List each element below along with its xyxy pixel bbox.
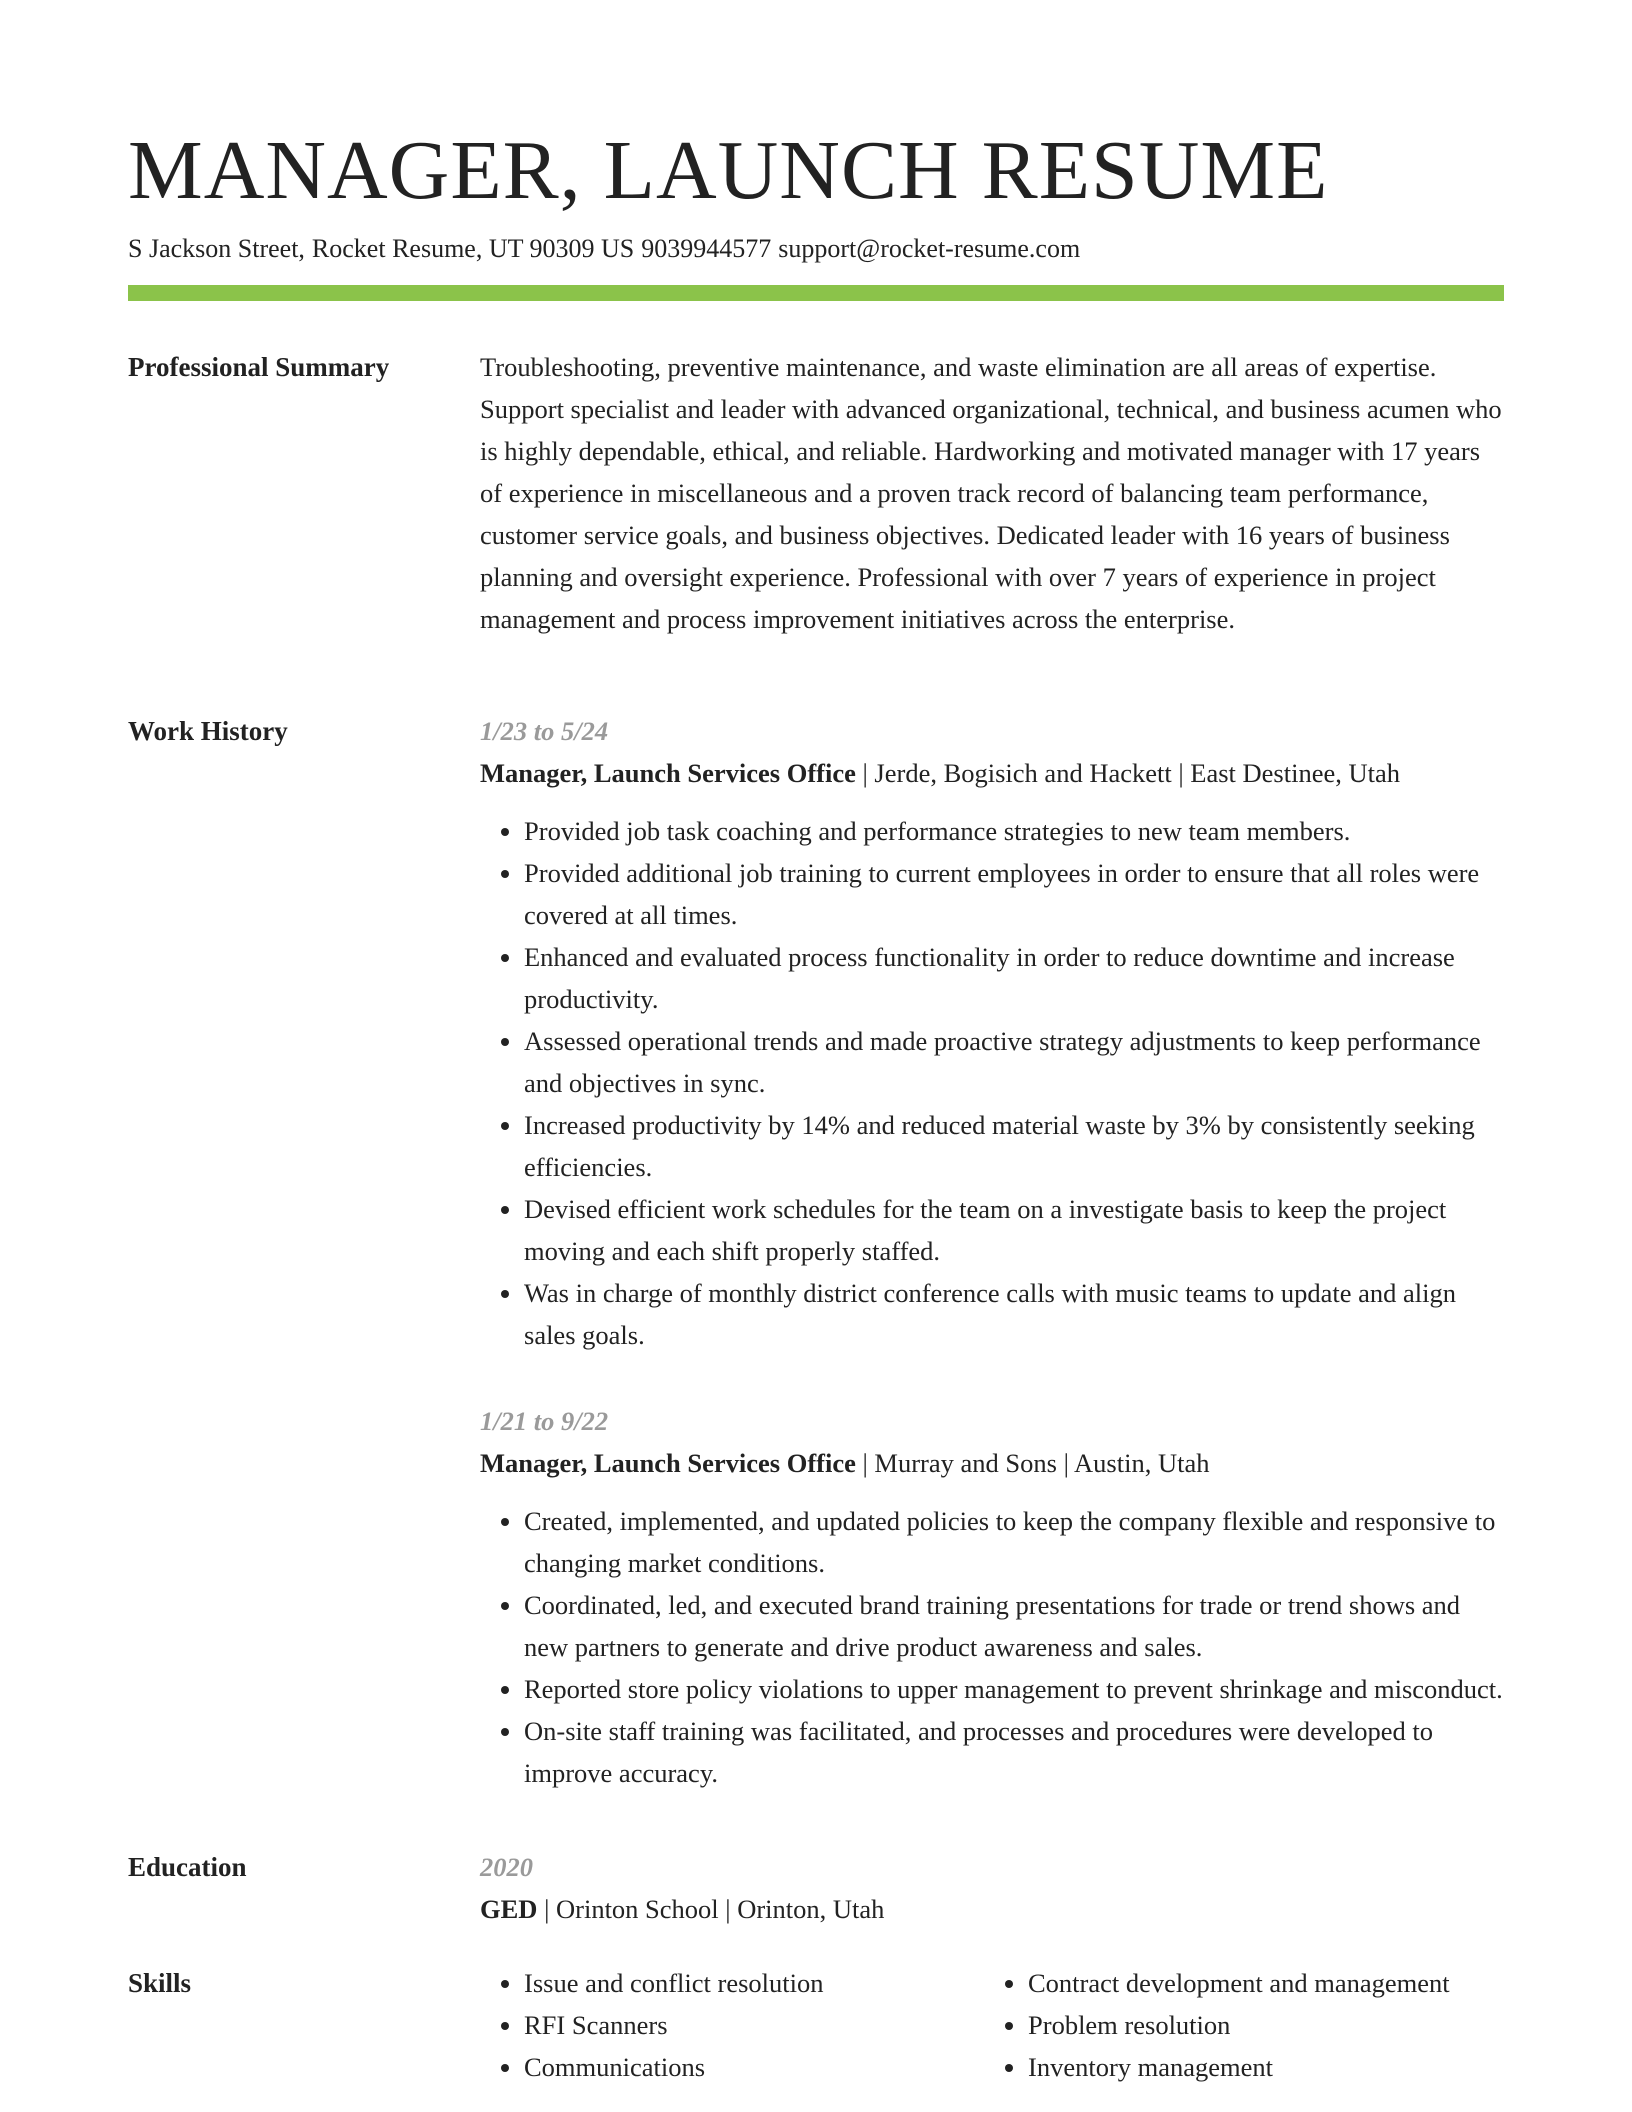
job-bullet: • Increased productivity by 14% and reduced material waste by 3% by consistently seeking efficiencies. xyxy=(524,1104,1504,1188)
work-history-heading: Work History xyxy=(128,716,288,746)
job-company-location: | Jerde, Bogisich and Hackett | East Destinee, Utah xyxy=(855,758,1400,788)
skills-column-right xyxy=(984,1962,1488,2088)
education-body xyxy=(480,1846,1504,1930)
job-bullet: • Reported store policy violations to upper management to prevent shrinkage and misconduct. xyxy=(524,1668,1504,1710)
education-degree: GED xyxy=(480,1894,538,1924)
summary-heading: Professional Summary xyxy=(128,352,390,382)
skills-heading: Skills xyxy=(128,1968,192,1998)
resume-title: MANAGER, LAUNCH RESUME xyxy=(128,124,1329,217)
job-bullet: • Provided job task coaching and performance strategies to new team members. xyxy=(524,810,1504,852)
job-bullets xyxy=(480,1500,1504,1794)
skill-item: • Issue and conflict resolution xyxy=(524,1962,984,2004)
job-title: Manager, Launch Services Office xyxy=(480,1448,856,1478)
job-title: Manager, Launch Services Office xyxy=(480,758,856,788)
job-bullet: • Created, implemented, and updated policies to keep the company flexible and responsive to changing market conditions. xyxy=(524,1500,1504,1584)
skill-item: • Problem resolution xyxy=(1028,2004,1488,2046)
contact-phone: 9039944577 xyxy=(641,234,772,263)
skills-column-left xyxy=(480,1962,984,2088)
job-dates: 1/23 to 5/24 xyxy=(480,716,609,746)
contact-line xyxy=(128,230,1087,268)
job-bullet: • Coordinated, led, and executed brand training presentations for trade or trend shows and new partners to generate and drive product awareness and sales. xyxy=(524,1584,1504,1668)
contact-street: S Jackson Street, xyxy=(128,234,305,263)
skill-item: • Communications xyxy=(524,2046,984,2088)
contact-email[interactable]: support@rocket-resume.com xyxy=(778,234,1081,263)
work-history-body xyxy=(480,710,1504,1838)
skill-item: • RFI Scanners xyxy=(524,2004,984,2046)
skill-item: • Contract development and management xyxy=(1028,1962,1488,2004)
education-line xyxy=(480,1888,1504,1930)
job-entry xyxy=(480,1400,1504,1794)
job-bullet: • Was in charge of monthly district conference calls with music teams to update and align sales goals. xyxy=(524,1272,1504,1356)
education-school-location: | Orinton School | Orinton, Utah xyxy=(537,1894,885,1924)
skill-item: • Inventory management xyxy=(1028,2046,1488,2088)
skills-body xyxy=(480,1962,1504,2088)
job-bullet: • Enhanced and evaluated process functionality in order to reduce downtime and increase productivity. xyxy=(524,936,1504,1020)
job-role-line xyxy=(480,1442,1504,1484)
job-dates: 1/21 to 9/22 xyxy=(480,1406,609,1436)
education-year: 2020 xyxy=(480,1852,533,1882)
skills-columns xyxy=(480,1962,1504,2088)
contact-city-state: Rocket Resume, UT 90309 US xyxy=(311,234,635,263)
summary-body xyxy=(480,346,1504,640)
job-bullet: • On-site staff training was facilitated, and processes and procedures were developed to improve accuracy. xyxy=(524,1710,1504,1794)
job-entry xyxy=(480,710,1504,1356)
accent-divider xyxy=(128,285,1504,301)
summary-text: Troubleshooting, preventive maintenance, and waste elimination are all areas of expertise. Support specialist and leader with advanced organizational, technical, and business acumen who is highly dependable, ethical, and reliable. Hardworking and motivated manager with 17 years of experience in miscellaneous and a proven track record of balancing team performance, customer service goals, and business objectives. Dedicated leader with 16 years of business planning and oversight experience. Professional with over 7 years of experience in project management and process improvement initiatives across the enterprise. xyxy=(480,352,1502,634)
job-bullets xyxy=(480,810,1504,1356)
job-bullet: • Provided additional job training to current employees in order to ensure that all roles were covered at all times. xyxy=(524,852,1504,936)
job-bullet: • Assessed operational trends and made proactive strategy adjustments to keep performance and objectives in sync. xyxy=(524,1020,1504,1104)
education-heading: Education xyxy=(128,1852,247,1882)
job-role-line xyxy=(480,752,1504,794)
job-bullet: • Devised efficient work schedules for the team on a investigate basis to keep the project moving and each shift properly staffed. xyxy=(524,1188,1504,1272)
job-company-location: | Murray and Sons | Austin, Utah xyxy=(855,1448,1210,1478)
